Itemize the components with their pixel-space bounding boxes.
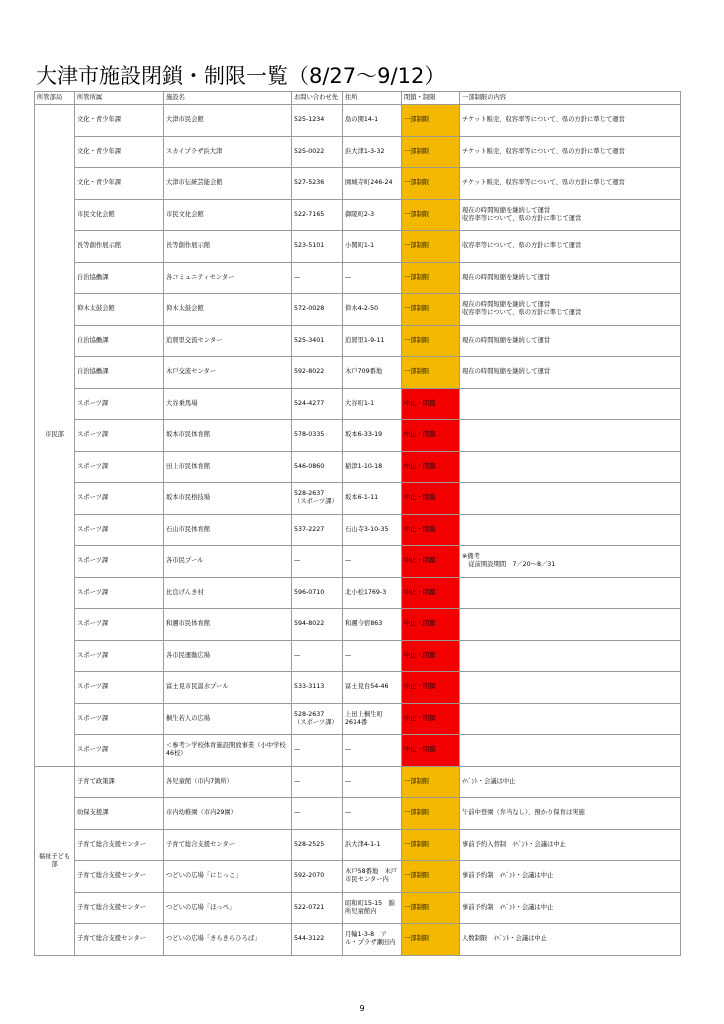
division-cell: スポーツ課 bbox=[75, 735, 164, 767]
status-cell: 一部制限 bbox=[402, 231, 460, 263]
table-row bbox=[35, 168, 681, 200]
detail-cell: ※備考 従前開設期間 7／20～8／31 bbox=[460, 546, 681, 578]
facility-cell: スカイプラザ浜大津 bbox=[164, 136, 292, 168]
status-cell: 一部制限 bbox=[402, 766, 460, 798]
address-cell: 石山寺3-10-35 bbox=[343, 514, 402, 546]
detail-cell: 事前予約制 ｲﾍﾞﾝﾄ・会議は中止 bbox=[460, 892, 681, 924]
address-cell: 浜大津4-1-1 bbox=[343, 829, 402, 861]
contact-cell: 528-2525 bbox=[292, 829, 343, 861]
address-cell: 御陵町2-3 bbox=[343, 199, 402, 231]
contact-cell: 578-0335 bbox=[292, 420, 343, 452]
division-cell: スポーツ課 bbox=[75, 609, 164, 641]
address-cell: 仰木4-2-50 bbox=[343, 294, 402, 326]
status-cell: 一部制限 bbox=[402, 798, 460, 830]
address-cell: — bbox=[343, 798, 402, 830]
facility-cell: 長等創作展示館 bbox=[164, 231, 292, 263]
detail-cell bbox=[460, 672, 681, 704]
division-cell: 長等創作展示館 bbox=[75, 231, 164, 263]
division-cell: スポーツ課 bbox=[75, 420, 164, 452]
facility-cell: ＜参考＞学校体育施設開放事業（小中学校46校） bbox=[164, 735, 292, 767]
status-cell: 中止・閉鎖 bbox=[402, 483, 460, 515]
detail-cell bbox=[460, 514, 681, 546]
facility-cell: 大津市民会館 bbox=[164, 105, 292, 137]
table-row bbox=[35, 325, 681, 357]
table-row bbox=[35, 105, 681, 137]
facility-cell: 市民文化会館 bbox=[164, 199, 292, 231]
table-row bbox=[35, 231, 681, 263]
table-row bbox=[35, 357, 681, 389]
facility-cell: 富士見市民温水プール bbox=[164, 672, 292, 704]
status-cell: 一部制限 bbox=[402, 105, 460, 137]
facility-cell: つどいの広場「きらきらひろば」 bbox=[164, 924, 292, 956]
status-cell: 一部制限 bbox=[402, 357, 460, 389]
detail-cell: 現在の時間短縮を継続して運営 bbox=[460, 357, 681, 389]
division-cell: スポーツ課 bbox=[75, 703, 164, 735]
table-body bbox=[35, 105, 681, 956]
detail-cell bbox=[460, 735, 681, 767]
detail-cell bbox=[460, 640, 681, 672]
table-row bbox=[35, 546, 681, 578]
status-cell: 一部制限 bbox=[402, 262, 460, 294]
table-row bbox=[35, 924, 681, 956]
status-cell: 一部制限 bbox=[402, 199, 460, 231]
page-title: 大津市施設閉鎖・制限一覧（8/27～9/12） bbox=[36, 64, 446, 88]
detail-cell: 現在の時間短縮を継続して運営 bbox=[460, 262, 681, 294]
status-cell: 一部制限 bbox=[402, 325, 460, 357]
contact-cell: 527-5236 bbox=[292, 168, 343, 200]
contact-cell: 533-3113 bbox=[292, 672, 343, 704]
status-cell: 中止・閉鎖 bbox=[402, 640, 460, 672]
address-cell: — bbox=[343, 766, 402, 798]
address-cell: 和邇今宿863 bbox=[343, 609, 402, 641]
division-cell: 自治協働課 bbox=[75, 325, 164, 357]
table-row bbox=[35, 703, 681, 735]
address-cell: 北小松1769-3 bbox=[343, 577, 402, 609]
division-cell: スポーツ課 bbox=[75, 388, 164, 420]
column-header: 閉鎖・制限 bbox=[402, 92, 460, 105]
division-cell: 市民文化会館 bbox=[75, 199, 164, 231]
detail-cell: 人数制限 ｲﾍﾞﾝﾄ・会議は中止 bbox=[460, 924, 681, 956]
detail-cell: チケット販売、収容率等について、県の方針に準じて運営 bbox=[460, 168, 681, 200]
department-cell: 福祉子ども部 bbox=[35, 766, 75, 955]
facility-cell: 和邇市民体育館 bbox=[164, 609, 292, 641]
contact-cell: 522-0721 bbox=[292, 892, 343, 924]
detail-cell: 午前中登園（弁当なし）、預かり保育は実施 bbox=[460, 798, 681, 830]
facility-cell: 各児童館（市内7箇所） bbox=[164, 766, 292, 798]
table-row bbox=[35, 388, 681, 420]
address-cell: 木戸709番地 bbox=[343, 357, 402, 389]
column-header: 施設名 bbox=[164, 92, 292, 105]
facility-cell: 田上市民体育館 bbox=[164, 451, 292, 483]
table-row bbox=[35, 892, 681, 924]
detail-cell bbox=[460, 451, 681, 483]
table-row bbox=[35, 766, 681, 798]
detail-cell: ｲﾍﾞﾝﾄ・会議は中止 bbox=[460, 766, 681, 798]
address-cell: — bbox=[343, 262, 402, 294]
status-cell: 中止・閉鎖 bbox=[402, 672, 460, 704]
contact-cell: 537-2227 bbox=[292, 514, 343, 546]
division-cell: 仰木太鼓会館 bbox=[75, 294, 164, 326]
table-header-row bbox=[35, 92, 681, 105]
detail-cell bbox=[460, 483, 681, 515]
detail-cell: 現在の時間短縮を継続して運営 収容率等について、県の方針に準じて運営 bbox=[460, 294, 681, 326]
status-cell: 一部制限 bbox=[402, 861, 460, 893]
contact-cell: 525-0022 bbox=[292, 136, 343, 168]
address-cell: 小関町1-1 bbox=[343, 231, 402, 263]
contact-cell: — bbox=[292, 766, 343, 798]
address-cell: 園城寺町246-24 bbox=[343, 168, 402, 200]
facility-cell: 子育て総合支援センター bbox=[164, 829, 292, 861]
division-cell: 文化・青少年課 bbox=[75, 136, 164, 168]
column-header: 所管所属 bbox=[75, 92, 164, 105]
division-cell: スポーツ課 bbox=[75, 451, 164, 483]
division-cell: スポーツ課 bbox=[75, 640, 164, 672]
facility-cell: 各市民プール bbox=[164, 546, 292, 578]
address-cell: 富士見台54-46 bbox=[343, 672, 402, 704]
detail-cell: チケット販売、収容率等について、県の方針に準じて運営 bbox=[460, 105, 681, 137]
column-header: 所管部局 bbox=[35, 92, 75, 105]
address-cell: 坂本6-33-19 bbox=[343, 420, 402, 452]
contact-cell: 525-3401 bbox=[292, 325, 343, 357]
address-cell: 上田上桐生町 2614番 bbox=[343, 703, 402, 735]
status-cell: 中止・閉鎖 bbox=[402, 451, 460, 483]
division-cell: スポーツ課 bbox=[75, 577, 164, 609]
status-cell: 中止・閉鎖 bbox=[402, 735, 460, 767]
status-cell: 一部制限 bbox=[402, 924, 460, 956]
page-number: 9 bbox=[359, 1004, 365, 1013]
contact-cell: 572-0028 bbox=[292, 294, 343, 326]
table-row bbox=[35, 735, 681, 767]
address-cell: 月輪1-3-8 アル・プラザ瀬田内 bbox=[343, 924, 402, 956]
division-cell: 自治協働課 bbox=[75, 357, 164, 389]
contact-cell: 528-2637 （スポーツ課） bbox=[292, 483, 343, 515]
contact-cell: 528-2637 （スポーツ課） bbox=[292, 703, 343, 735]
table-row bbox=[35, 672, 681, 704]
facility-cell: 市内幼稚園（市内29園） bbox=[164, 798, 292, 830]
detail-cell bbox=[460, 703, 681, 735]
table-row bbox=[35, 609, 681, 641]
address-cell: 島の関14-1 bbox=[343, 105, 402, 137]
status-cell: 一部制限 bbox=[402, 829, 460, 861]
contact-cell: — bbox=[292, 798, 343, 830]
division-cell: 子育て総合支援センター bbox=[75, 861, 164, 893]
facility-cell: 各コミュニティセンター bbox=[164, 262, 292, 294]
table-row bbox=[35, 294, 681, 326]
table-row bbox=[35, 420, 681, 452]
status-cell: 中止・閉鎖 bbox=[402, 577, 460, 609]
facility-table bbox=[34, 91, 681, 956]
column-header: 住所 bbox=[343, 92, 402, 105]
address-cell: 追賀里1-9-11 bbox=[343, 325, 402, 357]
table-row bbox=[35, 798, 681, 830]
facility-cell: 追賀里交流センター bbox=[164, 325, 292, 357]
division-cell: 子育て政策課 bbox=[75, 766, 164, 798]
contact-cell: 544-3122 bbox=[292, 924, 343, 956]
table-row bbox=[35, 861, 681, 893]
division-cell: 子育て総合支援センター bbox=[75, 829, 164, 861]
division-cell: スポーツ課 bbox=[75, 546, 164, 578]
contact-cell: 594-8022 bbox=[292, 609, 343, 641]
status-cell: 一部制限 bbox=[402, 294, 460, 326]
column-header: 一部制限の内容 bbox=[460, 92, 681, 105]
column-header: お問い合わせ先 bbox=[292, 92, 343, 105]
facility-cell: 木戸交流センター bbox=[164, 357, 292, 389]
status-cell: 中止・閉鎖 bbox=[402, 546, 460, 578]
status-cell: 中止・閉鎖 bbox=[402, 609, 460, 641]
contact-cell: 546-0860 bbox=[292, 451, 343, 483]
status-cell: 一部制限 bbox=[402, 892, 460, 924]
address-cell: — bbox=[343, 546, 402, 578]
contact-cell: — bbox=[292, 735, 343, 767]
contact-cell: 596-0710 bbox=[292, 577, 343, 609]
status-cell: 中止・閉鎖 bbox=[402, 388, 460, 420]
department-cell: 市民部 bbox=[35, 105, 75, 767]
contact-cell: 523-5101 bbox=[292, 231, 343, 263]
detail-cell: 現在の時間短縮を継続して運営 bbox=[460, 325, 681, 357]
detail-cell bbox=[460, 420, 681, 452]
facility-cell: 各市民運動広場 bbox=[164, 640, 292, 672]
contact-cell: 524-4277 bbox=[292, 388, 343, 420]
status-cell: 一部制限 bbox=[402, 168, 460, 200]
table-row bbox=[35, 577, 681, 609]
address-cell: 稲津1-10-18 bbox=[343, 451, 402, 483]
contact-cell: — bbox=[292, 546, 343, 578]
detail-cell bbox=[460, 577, 681, 609]
table-row bbox=[35, 262, 681, 294]
status-cell: 一部制限 bbox=[402, 136, 460, 168]
address-cell: 浜大津1-3-32 bbox=[343, 136, 402, 168]
contact-cell: 592-2070 bbox=[292, 861, 343, 893]
facility-cell: 桐生若人の広場 bbox=[164, 703, 292, 735]
facility-cell: つどいの広場「にじっこ」 bbox=[164, 861, 292, 893]
detail-cell: 収容率等について、県の方針に準じて運営 bbox=[460, 231, 681, 263]
address-cell: 木戸58番地 木戸市民センター内 bbox=[343, 861, 402, 893]
contact-cell: 592-8022 bbox=[292, 357, 343, 389]
division-cell: スポーツ課 bbox=[75, 514, 164, 546]
contact-cell: — bbox=[292, 640, 343, 672]
facility-cell: 石山市民体育館 bbox=[164, 514, 292, 546]
address-cell: 昭和町15-15 錦所児童館内 bbox=[343, 892, 402, 924]
address-cell: — bbox=[343, 640, 402, 672]
detail-cell: 事前予約入替制 ｲﾍﾞﾝﾄ・会議は中止 bbox=[460, 829, 681, 861]
division-cell: 子育て総合支援センター bbox=[75, 892, 164, 924]
detail-cell bbox=[460, 388, 681, 420]
address-cell: 大谷町1-1 bbox=[343, 388, 402, 420]
detail-cell bbox=[460, 609, 681, 641]
contact-cell: 525-1234 bbox=[292, 105, 343, 137]
table-row bbox=[35, 640, 681, 672]
status-cell: 中止・閉鎖 bbox=[402, 420, 460, 452]
detail-cell: 現在の時間短縮を継続して運営 収容率等について、県の方針に準じて運営 bbox=[460, 199, 681, 231]
status-cell: 中止・閉鎖 bbox=[402, 514, 460, 546]
address-cell: — bbox=[343, 735, 402, 767]
detail-cell: チケット販売、収容率等について、県の方針に準じて運営 bbox=[460, 136, 681, 168]
division-cell: スポーツ課 bbox=[75, 483, 164, 515]
facility-cell: 坂本市民格技場 bbox=[164, 483, 292, 515]
contact-cell: — bbox=[292, 262, 343, 294]
status-cell: 中止・閉鎖 bbox=[402, 703, 460, 735]
facility-cell: 比良げんき村 bbox=[164, 577, 292, 609]
division-cell: スポーツ課 bbox=[75, 672, 164, 704]
division-cell: 自治協働課 bbox=[75, 262, 164, 294]
facility-cell: 仰木太鼓会館 bbox=[164, 294, 292, 326]
table-row bbox=[35, 514, 681, 546]
facility-cell: つどいの広場「ほっぺ」 bbox=[164, 892, 292, 924]
table-row bbox=[35, 199, 681, 231]
address-cell: 坂本6-1-11 bbox=[343, 483, 402, 515]
contact-cell: 522-7165 bbox=[292, 199, 343, 231]
facility-cell: 大津市伝統芸能会館 bbox=[164, 168, 292, 200]
division-cell: 幼保支援課 bbox=[75, 798, 164, 830]
division-cell: 文化・青少年課 bbox=[75, 168, 164, 200]
detail-cell: 事前予約制 ｲﾍﾞﾝﾄ・会議は中止 bbox=[460, 861, 681, 893]
table-row bbox=[35, 136, 681, 168]
table-row bbox=[35, 483, 681, 515]
table-row bbox=[35, 451, 681, 483]
division-cell: 文化・青少年課 bbox=[75, 105, 164, 137]
facility-cell: 大谷乗馬場 bbox=[164, 388, 292, 420]
table-row bbox=[35, 829, 681, 861]
facility-cell: 坂本市民体育館 bbox=[164, 420, 292, 452]
division-cell: 子育て総合支援センター bbox=[75, 924, 164, 956]
